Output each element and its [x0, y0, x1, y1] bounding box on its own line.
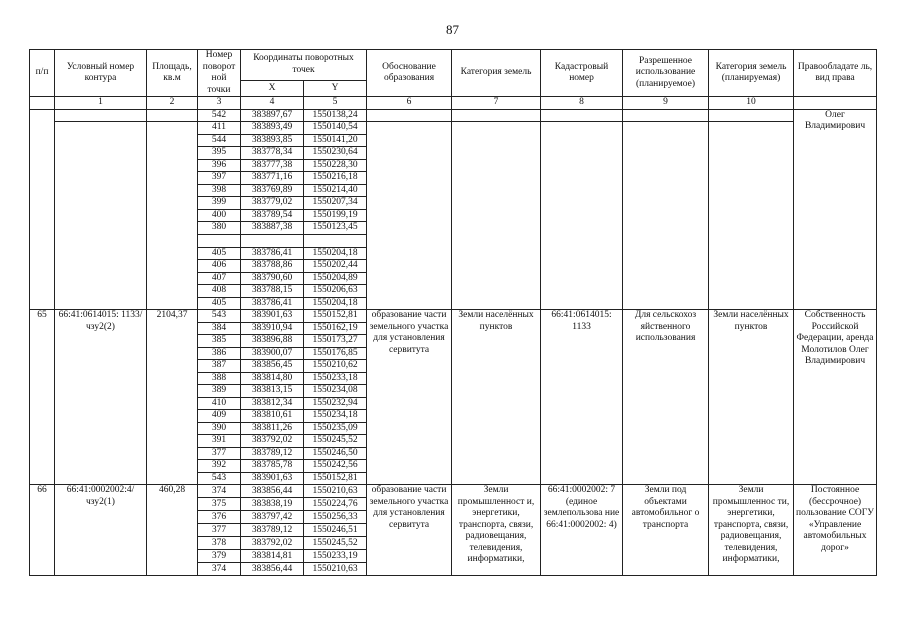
header-x: X [241, 80, 304, 96]
coordinate-x: 383811,26 [241, 422, 304, 435]
point-number: 386 [198, 347, 241, 360]
coordinate-y: 1550199,19 [304, 209, 367, 222]
cell-cadastral-number [541, 122, 623, 310]
coordinate-x: 383777,38 [241, 159, 304, 172]
header-land-category: Категория земель [452, 50, 541, 97]
coordinate-x: 383838,19 [241, 498, 304, 511]
point-number: 407 [198, 272, 241, 285]
point-number: 409 [198, 410, 241, 423]
coordinate-y: 1550233,19 [304, 550, 367, 563]
coordinate-x: 383856,44 [241, 563, 304, 576]
coordinate-y: 1550152,81 [304, 472, 367, 485]
point-number: 410 [198, 397, 241, 410]
column-number: 7 [452, 97, 541, 110]
table-row [30, 310, 877, 323]
coordinate-y: 1550232,94 [304, 397, 367, 410]
column-number [794, 97, 877, 110]
coordinate-x: 383790,60 [241, 272, 304, 285]
point-number [198, 234, 241, 247]
cell-cadastral-number: 66:41:0002002: 7 (единое землепользова ние 66:41:0002002: 4) [541, 485, 623, 576]
point-number: 374 [198, 485, 241, 498]
coordinate-y: 1550233,18 [304, 372, 367, 385]
coordinate-x: 383887,38 [241, 222, 304, 235]
point-number: 384 [198, 322, 241, 335]
coordinate-x: 383792,02 [241, 435, 304, 448]
coordinate-y: 1550204,89 [304, 272, 367, 285]
cell-owner: Олег Владимирович [794, 109, 877, 310]
coordinate-y: 1550206,63 [304, 285, 367, 298]
point-number: 378 [198, 537, 241, 550]
coordinate-y: 1550204,18 [304, 297, 367, 310]
column-number: 6 [367, 97, 452, 110]
cell-land-category [452, 109, 541, 122]
column-number: 5 [304, 97, 367, 110]
coordinate-y: 1550235,09 [304, 422, 367, 435]
cell-owner: Постоянное (бессрочное) пользование СОГУ «Управление автомобильных дорог» [794, 485, 877, 576]
cell-planned-category [709, 109, 794, 122]
coordinate-x: 383813,15 [241, 385, 304, 398]
cell-cadastral-number [541, 109, 623, 122]
page-number: 87 [446, 22, 459, 37]
column-number: 4 [241, 97, 304, 110]
coordinate-y: 1550245,52 [304, 435, 367, 448]
coordinate-y: 1550242,56 [304, 460, 367, 473]
coordinate-x: 383789,54 [241, 209, 304, 222]
table-row [30, 109, 877, 122]
point-number: 374 [198, 563, 241, 576]
coordinate-y: 1550141,20 [304, 134, 367, 147]
header-pp: п/п [30, 50, 55, 97]
point-number: 397 [198, 172, 241, 185]
cell-planned-category: Земли промышленнос ти, энергетики, транспорта, связи, радиовещания, телевидения, информатики, [709, 485, 794, 576]
coordinate-x: 383814,80 [241, 372, 304, 385]
coordinate-x [241, 234, 304, 247]
coordinate-x: 383778,34 [241, 147, 304, 160]
point-number: 405 [198, 297, 241, 310]
point-number: 544 [198, 134, 241, 147]
coordinate-y: 1550230,64 [304, 147, 367, 160]
coordinate-x: 383769,89 [241, 184, 304, 197]
cell-pp: 65 [30, 310, 55, 485]
point-number: 398 [198, 184, 241, 197]
cell-area: 460,28 [147, 485, 198, 576]
point-number: 380 [198, 222, 241, 235]
point-number: 375 [198, 498, 241, 511]
cell-justification: образование части земельного участка для установления сервитута [367, 310, 452, 485]
cell-land-category: Земли промышленност и, энергетики, транспорта, связи, радиовещания, телевидения, информатики, [452, 485, 541, 576]
column-number: 1 [55, 97, 147, 110]
point-number: 390 [198, 422, 241, 435]
coordinate-x: 383910,94 [241, 322, 304, 335]
column-number [30, 97, 55, 110]
coordinate-x: 383856,44 [241, 485, 304, 498]
coordinate-y: 1550256,33 [304, 511, 367, 524]
header-area: Площадь, кв.м [147, 50, 198, 97]
coordinate-y: 1550234,08 [304, 385, 367, 398]
coordinate-x: 383789,12 [241, 447, 304, 460]
point-number: 392 [198, 460, 241, 473]
cell-contour: 66:41:0002002:4/ чзу2(1) [55, 485, 147, 576]
point-number: 377 [198, 524, 241, 537]
coordinate-y: 1550204,18 [304, 247, 367, 260]
cell-pp [30, 109, 55, 310]
coordinate-y: 1550246,51 [304, 524, 367, 537]
header-contour: Условный номер контура [55, 50, 147, 97]
header-planned-category: Категория земель (планируемая) [709, 50, 794, 97]
cell-permitted-use [623, 109, 709, 122]
cell-cadastral-number: 66:41:0614015: 1133 [541, 310, 623, 485]
point-number: 387 [198, 360, 241, 373]
coordinate-y: 1550224,76 [304, 498, 367, 511]
coordinate-y: 1550162,19 [304, 322, 367, 335]
coordinate-y: 1550228,30 [304, 159, 367, 172]
point-number: 377 [198, 447, 241, 460]
coordinate-y: 1550138,24 [304, 109, 367, 122]
point-number: 542 [198, 109, 241, 122]
coordinate-y: 1550210,62 [304, 360, 367, 373]
cell-contour: 66:41:0614015: 1133/чзу2(2) [55, 310, 147, 485]
coordinate-x: 383893,85 [241, 134, 304, 147]
coordinate-x: 383814,81 [241, 550, 304, 563]
point-number: 543 [198, 472, 241, 485]
point-number: 391 [198, 435, 241, 448]
coordinate-y: 1550234,18 [304, 410, 367, 423]
point-number: 376 [198, 511, 241, 524]
column-number: 2 [147, 97, 198, 110]
coordinate-x: 383897,67 [241, 109, 304, 122]
coordinate-y: 1550210,63 [304, 485, 367, 498]
coordinate-x: 383788,15 [241, 285, 304, 298]
point-number: 395 [198, 147, 241, 160]
point-number: 389 [198, 385, 241, 398]
header-owner: Правообладате ль, вид права [794, 50, 877, 97]
boundary-coordinates-table [29, 49, 877, 576]
coordinate-x: 383810,61 [241, 410, 304, 423]
coordinate-x: 383785,78 [241, 460, 304, 473]
cell-contour [55, 122, 147, 310]
cell-justification [367, 109, 452, 122]
point-number: 399 [198, 197, 241, 210]
coordinate-x: 383779,02 [241, 197, 304, 210]
header-cadastral-number: Кадастровый номер [541, 50, 623, 97]
point-number: 400 [198, 209, 241, 222]
point-number: 385 [198, 335, 241, 348]
column-number: 8 [541, 97, 623, 110]
coordinate-y: 1550246,50 [304, 447, 367, 460]
point-number: 379 [198, 550, 241, 563]
coordinate-x: 383901,63 [241, 310, 304, 323]
cell-justification [367, 122, 452, 310]
coordinate-y: 1550207,34 [304, 197, 367, 210]
cell-area [147, 122, 198, 310]
coordinate-y: 1550214,40 [304, 184, 367, 197]
coordinate-x: 383789,12 [241, 524, 304, 537]
coordinate-y: 1550140,54 [304, 122, 367, 135]
coordinate-y: 1550152,81 [304, 310, 367, 323]
cell-land-category [452, 122, 541, 310]
cell-contour [55, 109, 147, 122]
cell-planned-category: Земли населённых пунктов [709, 310, 794, 485]
header-point-number: Номер поворот ной точки [198, 50, 241, 97]
coordinate-x: 383901,63 [241, 472, 304, 485]
coordinate-x: 383797,42 [241, 511, 304, 524]
coordinate-y: 1550245,52 [304, 537, 367, 550]
point-number: 543 [198, 310, 241, 323]
header-coordinates: Координаты поворотных точек [241, 50, 367, 81]
coordinate-x: 383786,41 [241, 297, 304, 310]
point-number: 388 [198, 372, 241, 385]
coordinate-x: 383900,07 [241, 347, 304, 360]
cell-permitted-use: Земли под объектами автомобильног о транспорта [623, 485, 709, 576]
coordinate-y: 1550123,45 [304, 222, 367, 235]
cell-pp: 66 [30, 485, 55, 576]
cell-area: 2104,37 [147, 310, 198, 485]
point-number: 411 [198, 122, 241, 135]
coordinate-y: 1550176,85 [304, 347, 367, 360]
column-number: 9 [623, 97, 709, 110]
table-row [30, 485, 877, 498]
column-number: 3 [198, 97, 241, 110]
cell-justification: образование части земельного участка для установления сервитута [367, 485, 452, 576]
coordinate-x: 383893,49 [241, 122, 304, 135]
column-number-row [30, 97, 877, 110]
cell-permitted-use: Для сельскохоз яйственного использования [623, 310, 709, 485]
point-number: 405 [198, 247, 241, 260]
point-number: 408 [198, 285, 241, 298]
cell-land-category: Земли населённых пунктов [452, 310, 541, 485]
header-y: Y [304, 80, 367, 96]
cell-owner: Собственность Российской Федерации, аренда Молотилов Олег Владимирович [794, 310, 877, 485]
column-number: 10 [709, 97, 794, 110]
coordinate-y: 1550210,63 [304, 563, 367, 576]
coordinate-y: 1550202,44 [304, 260, 367, 273]
coordinate-x: 383896,88 [241, 335, 304, 348]
coordinate-y: 1550173,27 [304, 335, 367, 348]
cell-area [147, 109, 198, 122]
coordinate-x: 383788,86 [241, 260, 304, 273]
cell-planned-category [709, 122, 794, 310]
header-permitted-use: Разрешенное использование (планируемое) [623, 50, 709, 97]
table-row [30, 122, 877, 135]
header-justification: Обоснование образования [367, 50, 452, 97]
coordinate-x: 383771,16 [241, 172, 304, 185]
point-number: 396 [198, 159, 241, 172]
point-number: 406 [198, 260, 241, 273]
coordinate-y: 1550216,18 [304, 172, 367, 185]
coordinate-x: 383812,34 [241, 397, 304, 410]
coordinate-x: 383786,41 [241, 247, 304, 260]
coordinate-x: 383792,02 [241, 537, 304, 550]
cell-permitted-use [623, 122, 709, 310]
coordinate-y [304, 234, 367, 247]
coordinate-x: 383856,45 [241, 360, 304, 373]
